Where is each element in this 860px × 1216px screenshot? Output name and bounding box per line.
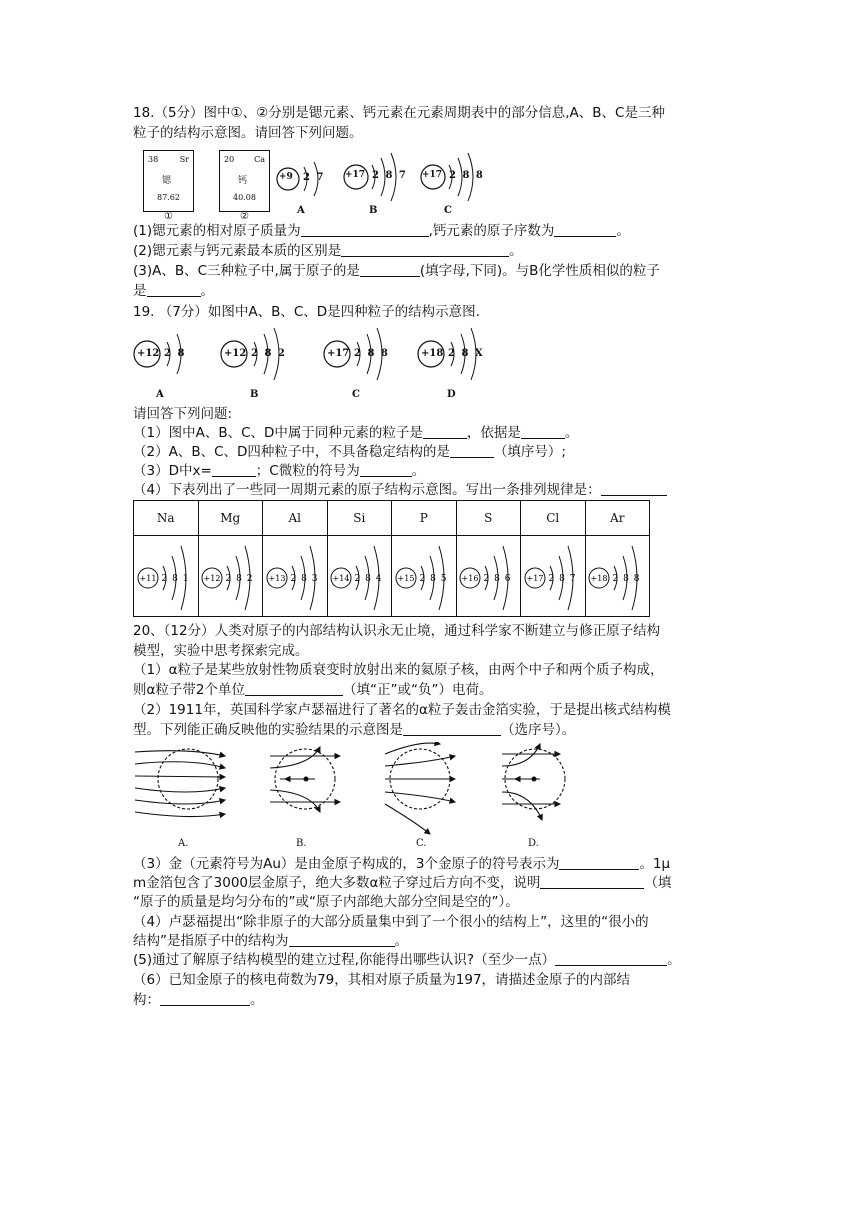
atom-diagram-s [456, 536, 521, 617]
element-header-p: P [392, 501, 457, 536]
q19-blank-unstable[interactable] [450, 443, 494, 458]
q19-d-label: D [447, 389, 456, 400]
scattering-diagram-d [502, 744, 565, 820]
tile-sr-label: ① [164, 211, 173, 222]
q18-c-label: C [444, 205, 452, 216]
nucleus-charge: +15 [397, 574, 415, 583]
q20-line12: (5)通过了解原子结构模型的建立过程,你能得出哪些认识?（至少一点） 。 [133, 952, 681, 968]
q19-blank-pattern[interactable] [601, 481, 667, 496]
q18-a-nucleus: +9 [279, 172, 293, 182]
q19-b-label: B [250, 389, 259, 400]
element-header-ar: Ar [585, 501, 650, 536]
scattering-diagram-a [135, 749, 225, 817]
q19-sub1: （1）图中A、B、C、D中属于同种元素的粒子是 ，依据是 。 [133, 425, 579, 441]
q19-a-shells: 2 8 [164, 348, 185, 359]
period-table [133, 500, 650, 617]
atom-diagram-p [392, 536, 457, 617]
atom-diagram-al [263, 536, 328, 617]
q19-title: 19. （7分）如图中A、B、C、D是四种粒子的结构示意图. [133, 304, 480, 320]
q20-line10: （4）卢瑟福提出“除非原子的大部分质量集中到了一个很小的结构上”，这里的“很小的 [133, 914, 649, 930]
atom-diagram-mg [198, 536, 263, 617]
nucleus-charge: +12 [203, 574, 221, 583]
electron-shells: 2 8 1 [161, 574, 189, 584]
q19-c-nucleus: +17 [327, 348, 350, 359]
element-header-mg: Mg [198, 501, 263, 536]
scattering-diagram-c [385, 743, 455, 834]
q19-a-label: A [156, 389, 164, 400]
electron-shells: 2 8 5 [419, 574, 447, 584]
q20-line9: “原子的质量是均匀分布的”或“原子内部绝大部分空间是空的”）。 [133, 894, 519, 910]
element-header-al: Al [263, 501, 328, 536]
q20-line13: （6）已知金原子的核电荷数为79，其相对原子质量为197，请描述金原子的内部结 [133, 972, 631, 988]
atom-diagram-cl [521, 536, 586, 617]
q18-b-shells: 2 8 7 [372, 170, 406, 181]
q20-blank-au-symbol[interactable] [559, 855, 639, 870]
q20-line5: （2）1911年，英国科学家卢瑟福进行了著名的α粒子轰击金箔实验，于是提出核式结构模 [133, 702, 671, 718]
nucleus-charge: +14 [332, 574, 350, 583]
q19-sub4: （4）下表列出了一些同一周期元素的原子结构示意图。写出一条排列规律是： [133, 481, 667, 499]
nucleus-charge: +18 [590, 574, 608, 583]
q19-intro: 请回答下列问题: [133, 406, 233, 422]
q19-a-nucleus: +12 [137, 348, 160, 359]
diagram-label-a: A. [178, 838, 189, 849]
tile-ca-label: ② [240, 211, 249, 222]
scattering-diagram-b [270, 747, 340, 812]
electron-shells: 2 8 8 [612, 574, 640, 584]
q19-b-nucleus: +12 [224, 348, 247, 359]
q19-c-shells: 2 8 8 [354, 348, 388, 359]
q19-blank-basis[interactable] [521, 424, 565, 439]
q19-d-shells: 2 8 X [448, 348, 483, 359]
electron-shells: 2 8 4 [354, 574, 382, 584]
q18-blank-atom[interactable] [360, 262, 420, 277]
q20-blank-structure[interactable] [289, 932, 395, 947]
q18-line2: 粒子的结构示意图。请回答下列问题。 [133, 125, 363, 141]
q18-a-label: A [297, 205, 305, 216]
q19-blank-x[interactable] [212, 462, 256, 477]
q20-line6: 型。下列能正确反映他的实验结果的示意图是 （选序号）。 [133, 722, 576, 738]
q18-a-shells: 2 7 [303, 172, 324, 183]
atom-diagram-si [327, 536, 392, 617]
electron-shells: 2 8 3 [290, 574, 318, 584]
q20-blank-charge[interactable] [245, 681, 343, 696]
diagram-label-b: B. [296, 838, 307, 849]
q18-blank-sr-mass[interactable] [301, 222, 429, 237]
q19-c-label: C [352, 389, 360, 400]
q18-c-nucleus: +17 [422, 170, 443, 180]
q19-sub3: （3）D中x= ；C微粒的符号为 。 [133, 463, 426, 479]
q19-sub2: （2）A、B、C、D四种粒子中，不具备稳定结构的是 （填序号）; [133, 444, 566, 460]
atom-diagram-na [134, 536, 199, 617]
q18-sub1: (1)锶元素的相对原子质量为 ,钙元素的原子序数为 。 [133, 223, 630, 239]
q20-line7: （3）金（元素符号为Au）是由金原子构成的，3个金原子的符号表示为 。1μ [133, 856, 671, 872]
nucleus-charge: +11 [139, 574, 157, 583]
q20-line2: 模型，实验中思考探索完成。 [133, 643, 309, 659]
q18-blank-ca-number[interactable] [554, 222, 616, 237]
element-header-s: S [456, 501, 521, 536]
q20-blank-gold-structure[interactable] [160, 991, 250, 1006]
tile-calcium: 20 Ca 钙 40.08 [219, 150, 270, 212]
nucleus-charge: +16 [461, 574, 479, 583]
q18-blank-difference[interactable] [341, 242, 509, 257]
q20-line1: 20、（12分）人类对原子的内部结构认识永无止境，通过科学家不断建立与修正原子结构 [133, 623, 661, 639]
q20-blank-diagram[interactable] [403, 721, 501, 736]
q18-b-nucleus: +17 [345, 170, 366, 180]
electron-shells: 2 8 2 [225, 574, 253, 584]
q18-line1: 18.（5分）图中①、②分别是锶元素、钙元素在元素周期表中的部分信息,A、B、C是三种 [133, 105, 665, 121]
q18-b-label: B [369, 205, 378, 216]
q20-line3: （1）α粒子是某些放射性物质衰变时放射出来的氦原子核，由两个中子和两个质子构成， [133, 662, 664, 678]
element-header-si: Si [327, 501, 392, 536]
q18-sub3-cont: 是 。 [133, 283, 214, 299]
q20-line14: 构： 。 [133, 992, 264, 1008]
diagram-label-c: C. [416, 838, 427, 849]
q20-blank-explain[interactable] [540, 874, 644, 889]
q18-c-shells: 2 8 8 [449, 170, 483, 181]
nucleus-charge: +13 [268, 574, 286, 583]
q19-blank-same-element[interactable] [423, 424, 467, 439]
electron-shells: 2 8 6 [483, 574, 511, 584]
q20-line4: 则α粒子带2个单位 （填“正”或“负”）电荷。 [133, 682, 493, 698]
q19-d-nucleus: +18 [421, 348, 444, 359]
q19-blank-c-symbol[interactable] [360, 462, 412, 477]
q20-line11: 结构”是指原子中的结构为 。 [133, 933, 408, 949]
q18-blank-similar[interactable] [147, 282, 201, 297]
q18-sub2: (2)锶元素与钙元素最本质的区别是 。 [133, 243, 523, 259]
diagram-label-d: D. [528, 838, 539, 849]
element-header-cl: Cl [521, 501, 586, 536]
q20-blank-insight[interactable] [555, 951, 667, 966]
q20-line8: m金箔包含了3000层金原子，绝大多数α粒子穿过后方向不变，说明 （填 [133, 875, 672, 891]
element-header-na: Na [134, 501, 199, 536]
electron-shells: 2 8 7 [548, 574, 576, 584]
q19-b-shells: 2 8 2 [251, 348, 285, 359]
scattering-diagrams [130, 742, 570, 842]
atom-diagram-ar [585, 536, 650, 617]
tile-strontium: 38 Sr 锶 87.62 [143, 150, 194, 212]
nucleus-charge: +17 [526, 574, 544, 583]
q18-sub3: (3)A、B、C三种粒子中,属于原子的是 (填字母,下同)。与B化学性质相似的粒子 [133, 263, 660, 279]
